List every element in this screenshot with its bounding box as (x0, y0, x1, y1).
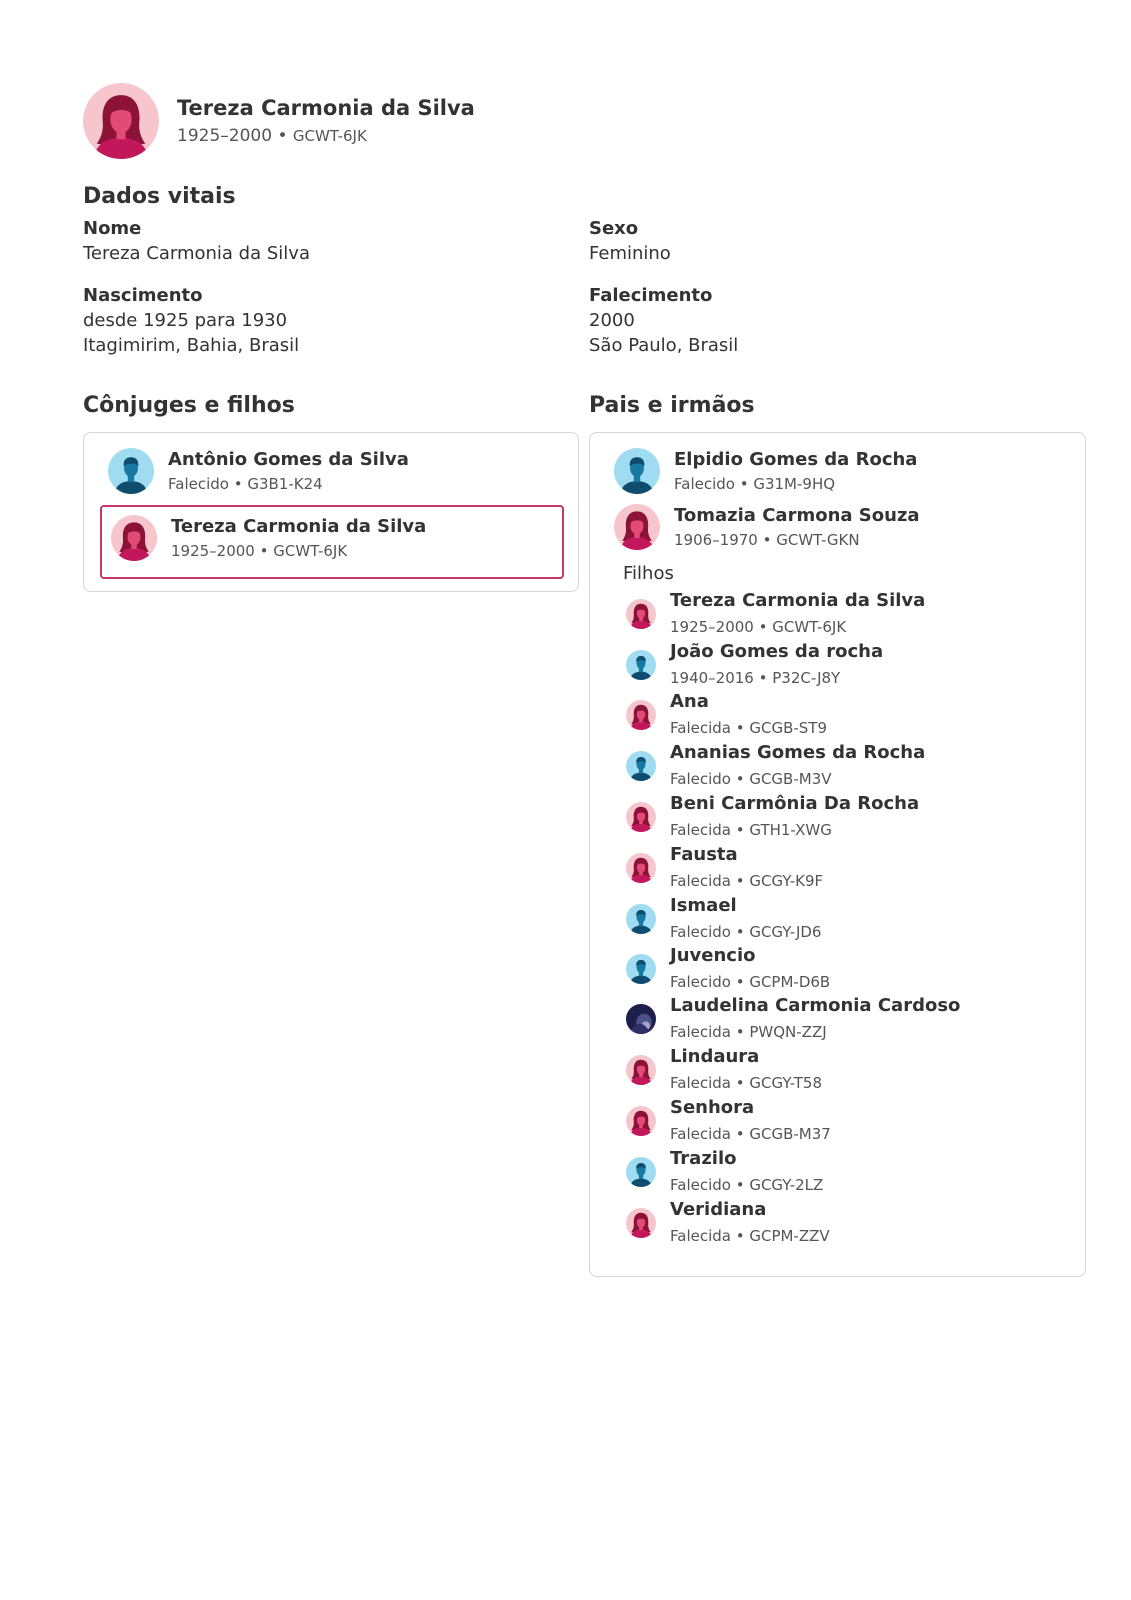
female-avatar-icon (626, 1106, 656, 1136)
death-date: 2000 (589, 310, 635, 331)
female-avatar-icon (626, 700, 656, 730)
birth-date: desde 1925 para 1930 (83, 310, 288, 331)
male-avatar-icon (108, 448, 154, 494)
parent-row-mother[interactable] (614, 503, 920, 551)
mother-sub: 1906–1970 • GCWT-GKN (674, 531, 860, 549)
child-sub: 1925–2000 • GCWT-6JK (670, 618, 847, 636)
child-row[interactable] (626, 944, 830, 993)
profile-name: Tereza Carmonia da Silva (177, 96, 475, 120)
spouses-card (83, 432, 579, 592)
child-row[interactable] (626, 994, 960, 1043)
name-label: Nome (83, 218, 142, 239)
female-avatar-icon (83, 83, 159, 159)
child-sub: Falecido • GCGY-JD6 (670, 923, 822, 941)
child-row[interactable] (626, 690, 827, 739)
child-row[interactable] (626, 1198, 830, 1247)
child-name[interactable]: Trazilo (670, 1148, 737, 1169)
child-name[interactable]: João Gomes da rocha (670, 641, 884, 662)
child-name[interactable]: Juvencio (670, 945, 756, 966)
selected-person-row[interactable] (111, 514, 426, 562)
male-avatar-icon (626, 954, 656, 984)
child-row[interactable] (626, 894, 821, 943)
male-avatar-icon (626, 1157, 656, 1187)
parents-title: Pais e irmãos (589, 393, 755, 418)
male-avatar-icon (626, 904, 656, 934)
child-sub: Falecida • GCGB-M37 (670, 1125, 831, 1143)
vitals-title: Dados vitais (83, 184, 236, 209)
profile-subtitle (177, 124, 475, 148)
spouses-title: Cônjuges e filhos (83, 393, 295, 418)
birth-place: Itagimirim, Bahia, Brasil (83, 335, 300, 356)
child-name[interactable]: Lindaura (670, 1046, 760, 1067)
father-sub: Falecido • G31M-9HQ (674, 475, 836, 493)
father-name[interactable]: Elpidio Gomes da Rocha (674, 449, 918, 470)
mother-name[interactable]: Tomazia Carmona Souza (674, 505, 920, 526)
child-name[interactable]: Ananias Gomes da Rocha (670, 742, 926, 763)
parents-card (589, 432, 1086, 1277)
birth-field (83, 284, 299, 358)
child-name[interactable]: Veridiana (670, 1199, 767, 1220)
child-row[interactable] (626, 1045, 822, 1094)
death-place: São Paulo, Brasil (589, 335, 739, 356)
separator-dot: • (277, 126, 288, 146)
child-row[interactable] (626, 843, 823, 892)
female-avatar-icon (626, 1208, 656, 1238)
child-row[interactable] (626, 589, 925, 638)
spouse-sub: Falecido • G3B1-K24 (168, 475, 323, 493)
sex-label: Sexo (589, 218, 639, 239)
female-avatar-icon (626, 599, 656, 629)
child-row[interactable] (626, 640, 883, 689)
male-avatar-icon (614, 448, 660, 494)
child-row[interactable] (626, 741, 925, 790)
profile-header (83, 82, 475, 160)
child-sub: Falecida • GCGB-ST9 (670, 719, 828, 737)
child-sub: Falecida • PWQN-ZZJ (670, 1023, 827, 1041)
child-sub: Falecida • GTH1-XWG (670, 821, 832, 839)
child-sub: Falecido • GCGY-2LZ (670, 1176, 824, 1194)
child-sub: Falecida • GCPM-ZZV (670, 1227, 830, 1245)
name-field (83, 217, 310, 266)
child-sub: Falecida • GCGY-K9F (670, 872, 824, 890)
spouse-row[interactable] (108, 447, 409, 495)
child-name[interactable]: Beni Carmônia Da Rocha (670, 793, 920, 814)
female-avatar-icon (614, 504, 660, 550)
name-value: Tereza Carmonia da Silva (83, 243, 310, 264)
child-name[interactable]: Fausta (670, 844, 738, 865)
female-avatar-icon (626, 802, 656, 832)
female-avatar-icon (626, 1055, 656, 1085)
child-name[interactable]: Ana (670, 691, 709, 712)
child-sub: Falecido • GCPM-D6B (670, 973, 831, 991)
child-name[interactable]: Laudelina Carmonia Cardoso (670, 995, 961, 1016)
male-avatar-icon (626, 751, 656, 781)
child-sub: Falecida • GCGY-T58 (670, 1074, 822, 1092)
profile-pid: GCWT-6JK (292, 127, 367, 145)
sex-field (589, 217, 671, 266)
child-row[interactable] (626, 1096, 831, 1145)
child-name[interactable]: Tereza Carmonia da Silva (670, 590, 926, 611)
death-field (589, 284, 738, 358)
selected-person-name[interactable]: Tereza Carmonia da Silva (171, 516, 427, 537)
parent-row-father[interactable] (614, 447, 917, 495)
child-sub: 1940–2016 • P32C-J8Y (670, 669, 841, 687)
selected-person-sub: 1925–2000 • GCWT-6JK (171, 542, 348, 560)
child-sub: Falecido • GCGB-M3V (670, 770, 832, 788)
female-avatar-icon (111, 515, 157, 561)
spouse-name[interactable]: Antônio Gomes da Silva (168, 449, 409, 470)
birth-label: Nascimento (83, 285, 203, 306)
sex-value: Feminino (589, 243, 671, 264)
child-name[interactable]: Senhora (670, 1097, 755, 1118)
female-avatar-icon (626, 853, 656, 883)
death-label: Falecimento (589, 285, 713, 306)
child-row[interactable] (626, 792, 919, 841)
profile-years: 1925–2000 (177, 126, 273, 146)
photo-avatar-icon (626, 1004, 656, 1034)
male-avatar-icon (626, 650, 656, 680)
child-name[interactable]: Ismael (670, 895, 737, 916)
child-row[interactable] (626, 1147, 823, 1196)
children-label: Filhos (623, 563, 674, 584)
